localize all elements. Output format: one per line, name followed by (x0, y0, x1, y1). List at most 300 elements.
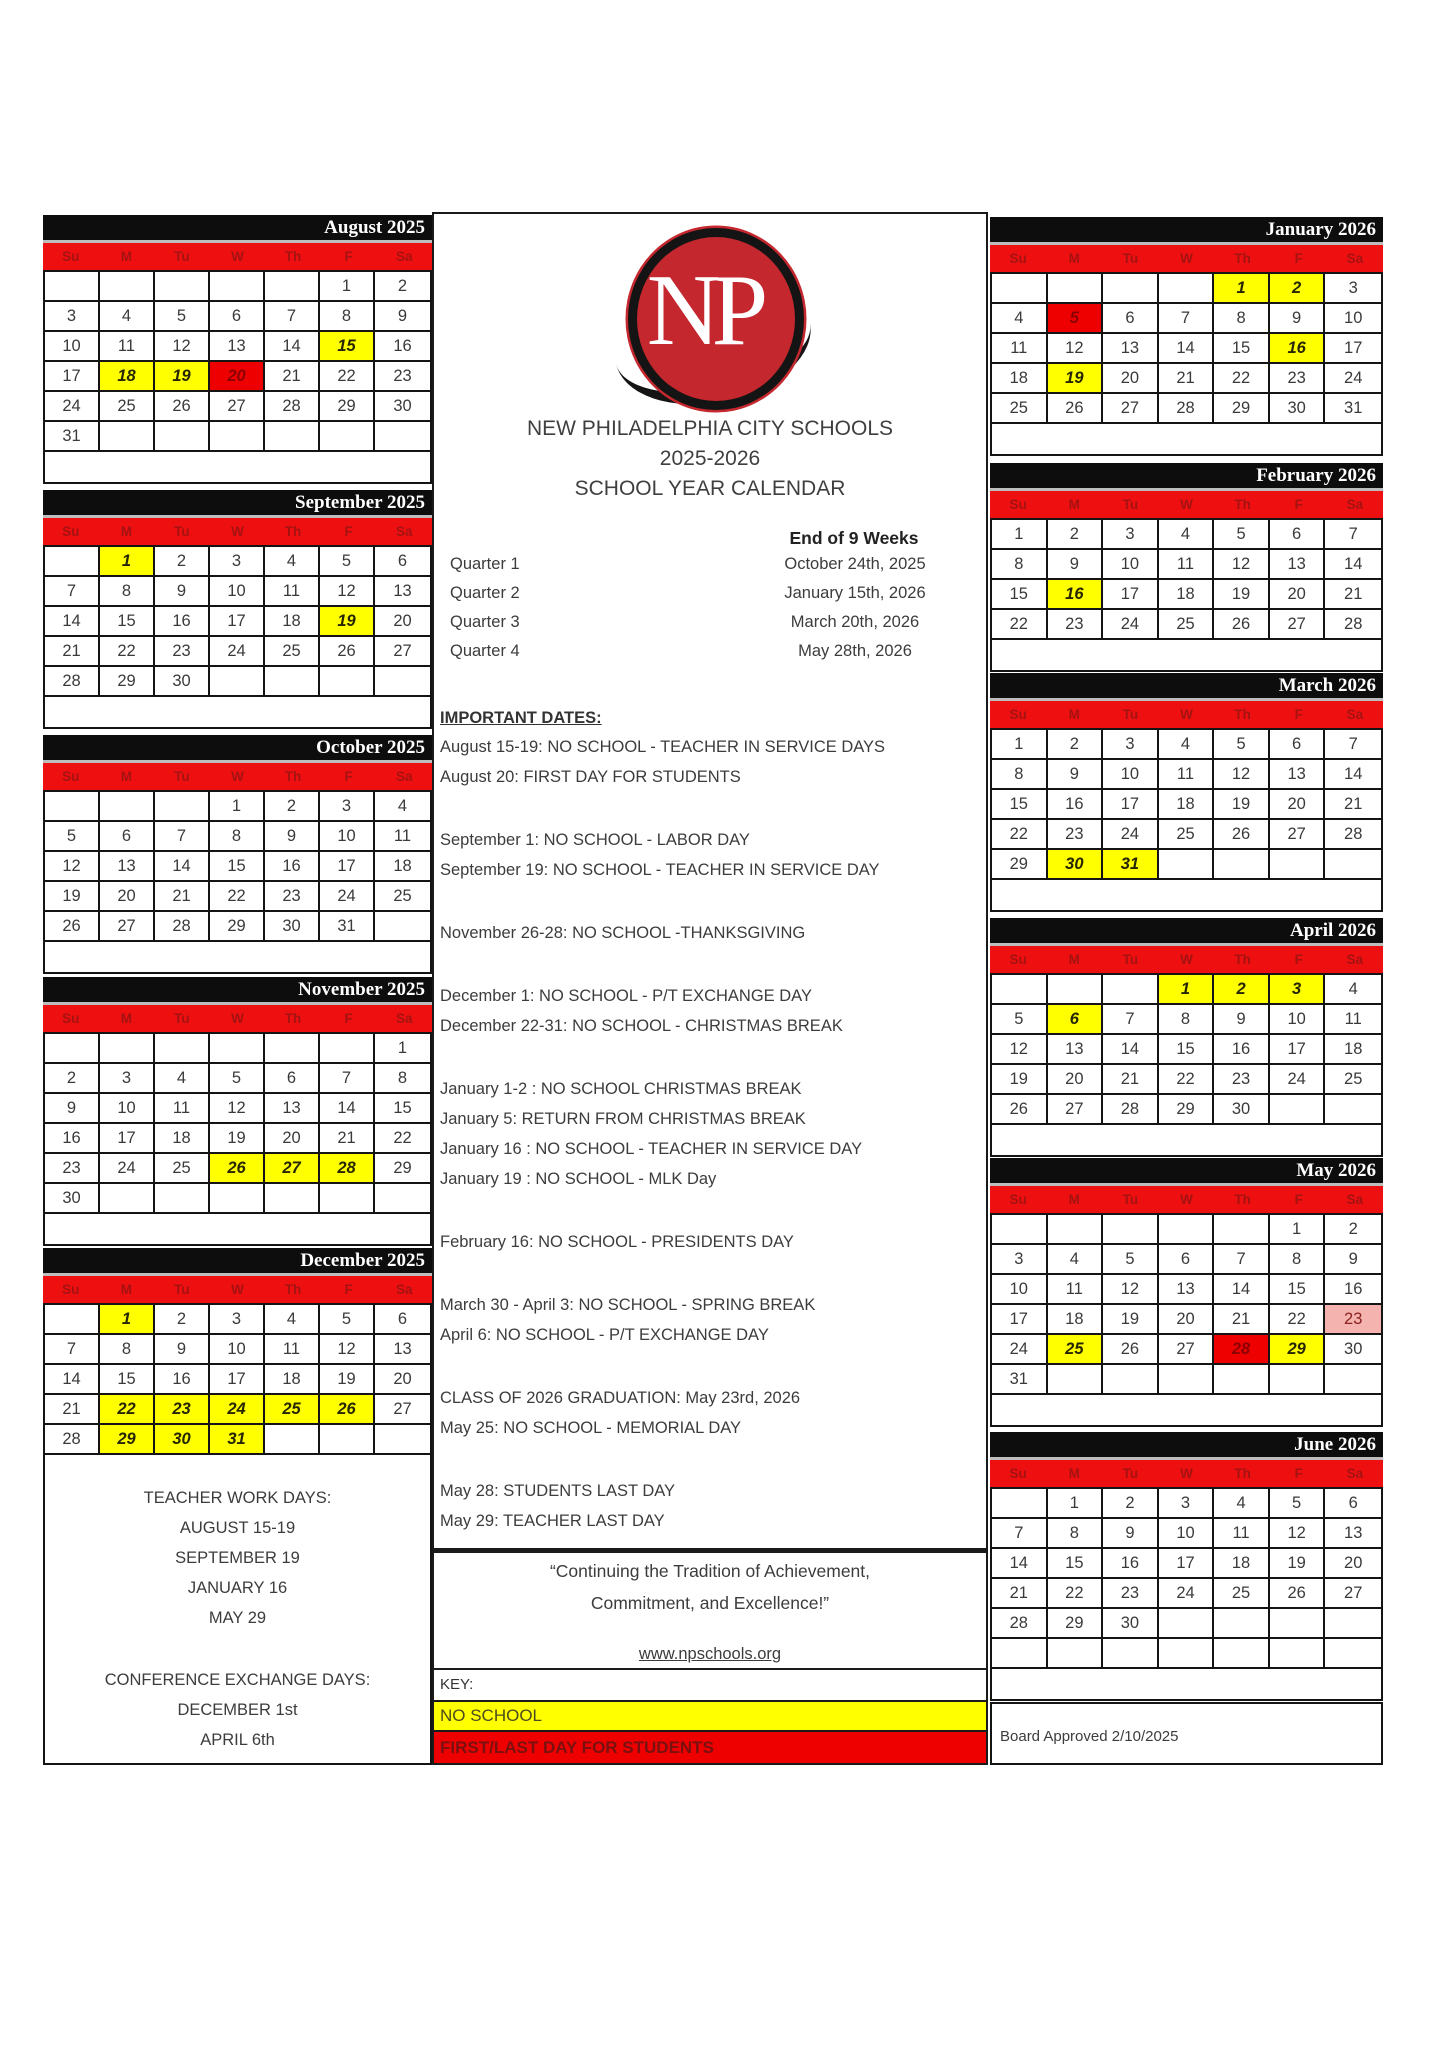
weekday-label: M (120, 249, 132, 264)
day-cell: 10 (45, 332, 100, 362)
day-cell: 11 (1159, 550, 1215, 580)
day-cell: 28 (320, 1154, 375, 1184)
weekday-label: W (231, 769, 244, 784)
day-cell: 25 (265, 1395, 320, 1425)
day-cell: 19 (1270, 1549, 1326, 1579)
day-cell: 19 (45, 882, 100, 912)
important-date-line: August 20: FIRST DAY FOR STUDENTS (440, 768, 741, 786)
weekday-label: M (1068, 707, 1080, 722)
empty-cell (45, 792, 100, 822)
day-cell: 22 (210, 882, 265, 912)
weekday-label: Sa (395, 1282, 413, 1297)
weekday-label: F (344, 1282, 353, 1297)
day-cell: 7 (1159, 304, 1215, 334)
day-cell: 16 (375, 332, 430, 362)
day-cell: 6 (265, 1064, 320, 1094)
weekday-label: Su (62, 769, 80, 784)
day-cell: 7 (992, 1519, 1048, 1549)
weekday-label: Th (284, 524, 302, 539)
weekday-label: Tu (1122, 952, 1139, 967)
day-cell: 20 (375, 1365, 430, 1395)
empty-cell (100, 272, 155, 302)
empty-cell (1214, 1609, 1270, 1639)
empty-cell (1048, 1639, 1104, 1669)
weekday-label: Th (1234, 707, 1251, 722)
empty-cell (100, 1184, 155, 1214)
day-cell: 13 (100, 852, 155, 882)
day-cell: 7 (265, 302, 320, 332)
day-cell: 24 (210, 1395, 265, 1425)
empty-cell (1214, 1215, 1270, 1245)
month-spacer (990, 640, 1383, 672)
day-cell: 9 (1048, 550, 1104, 580)
day-cell: 30 (1325, 1335, 1381, 1365)
empty-cell (210, 1184, 265, 1214)
day-cell: 20 (1159, 1305, 1215, 1335)
day-cell: 2 (1048, 730, 1104, 760)
school-years: 2025-2026 (659, 447, 761, 470)
day-cell: 26 (1270, 1579, 1326, 1609)
day-cell: 16 (1048, 790, 1104, 820)
empty-cell (1270, 850, 1326, 880)
important-date-line: CLASS OF 2026 GRADUATION: May 23rd, 2026 (440, 1389, 801, 1407)
day-cell: 9 (1325, 1245, 1381, 1275)
day-cell: 13 (1270, 550, 1326, 580)
weekday-label: M (1068, 497, 1080, 512)
day-cell: 16 (45, 1124, 100, 1154)
day-cell: 8 (210, 822, 265, 852)
weekday-label: Th (1234, 1466, 1251, 1481)
day-cell: 2 (265, 792, 320, 822)
day-cell: 19 (210, 1124, 265, 1154)
day-cell: 17 (45, 362, 100, 392)
important-dates-section (434, 704, 986, 1536)
day-cell: 13 (1325, 1519, 1381, 1549)
day-cell: 26 (992, 1095, 1048, 1125)
day-cell: 20 (1325, 1549, 1381, 1579)
day-cell: 16 (1214, 1035, 1270, 1065)
day-cell: 18 (1048, 1305, 1104, 1335)
day-cell: 21 (992, 1579, 1048, 1609)
day-cell: 1 (1270, 1215, 1326, 1245)
month-title: February 2026 (990, 463, 1383, 488)
empty-cell (100, 1034, 155, 1064)
weekday-label: Sa (1346, 952, 1364, 967)
day-cell: 7 (1325, 520, 1381, 550)
day-cell: 24 (1270, 1065, 1326, 1095)
day-cell: 19 (320, 607, 375, 637)
day-cell: 10 (1103, 760, 1159, 790)
weekday-label: W (1180, 707, 1193, 722)
weekday-header-row (43, 240, 432, 272)
empty-cell (992, 1489, 1048, 1519)
month-april-2026 (990, 918, 1383, 1157)
important-date-line: May 29: TEACHER LAST DAY (440, 1512, 665, 1530)
day-cell: 28 (1159, 394, 1215, 424)
day-cell: 10 (1325, 304, 1381, 334)
day-cell: 23 (375, 362, 430, 392)
month-spacer (990, 880, 1383, 912)
day-cell: 15 (375, 1094, 430, 1124)
day-cell: 19 (992, 1065, 1048, 1095)
weekday-label: Sa (1346, 251, 1364, 266)
weekday-label: Su (1009, 952, 1027, 967)
day-cell: 1 (992, 520, 1048, 550)
day-cell: 3 (1159, 1489, 1215, 1519)
day-cell: 15 (992, 790, 1048, 820)
weekday-label: Tu (1122, 497, 1139, 512)
teacher-work-days-box (43, 1455, 432, 1765)
empty-cell (210, 667, 265, 697)
day-cell: 31 (320, 912, 375, 942)
day-cell: 30 (45, 1184, 100, 1214)
empty-cell (1270, 1609, 1326, 1639)
teacher-work-days-list (45, 1513, 430, 1633)
day-cell: 29 (320, 392, 375, 422)
month-title: June 2026 (990, 1432, 1383, 1457)
day-cell: 22 (1214, 364, 1270, 394)
weekday-label: Th (1234, 497, 1251, 512)
empty-cell (265, 1425, 320, 1455)
day-cell: 24 (1159, 1579, 1215, 1609)
day-cell: 22 (100, 1395, 155, 1425)
important-date-line: March 30 - April 3: NO SCHOOL - SPRING BREAK (440, 1296, 816, 1314)
day-cell: 13 (1048, 1035, 1104, 1065)
empty-cell (1159, 1365, 1215, 1395)
month-grid (990, 274, 1383, 424)
day-cell: 20 (1103, 364, 1159, 394)
day-cell: 8 (992, 760, 1048, 790)
empty-cell (45, 272, 100, 302)
empty-cell (155, 1034, 210, 1064)
day-cell: 31 (1325, 394, 1381, 424)
important-date-line: January 16 : NO SCHOOL - TEACHER IN SERVICE DAY (440, 1140, 863, 1158)
month-grid (990, 730, 1383, 880)
day-cell: 23 (1214, 1065, 1270, 1095)
spacer (440, 1041, 986, 1074)
weekday-header-row (990, 943, 1383, 975)
day-cell: 17 (1103, 790, 1159, 820)
day-cell: 29 (210, 912, 265, 942)
empty-cell (992, 274, 1048, 304)
empty-cell (100, 792, 155, 822)
logo-monogram: NP (646, 254, 760, 367)
spacer (440, 1350, 986, 1383)
day-cell: 18 (1214, 1549, 1270, 1579)
day-cell: 2 (155, 547, 210, 577)
day-cell: 3 (100, 1064, 155, 1094)
weekday-label: Th (284, 1282, 302, 1297)
spacer (440, 885, 986, 918)
day-cell: 23 (155, 1395, 210, 1425)
day-cell: 8 (1048, 1519, 1104, 1549)
weekday-label: F (344, 524, 353, 539)
empty-cell (45, 547, 100, 577)
day-cell: 2 (1325, 1215, 1381, 1245)
empty-cell (375, 1184, 430, 1214)
weekday-label: Sa (1346, 1466, 1364, 1481)
day-cell: 25 (265, 637, 320, 667)
weekday-label: Sa (1346, 497, 1364, 512)
day-cell: 22 (375, 1124, 430, 1154)
empty-cell (1159, 274, 1215, 304)
day-cell: 12 (155, 332, 210, 362)
day-cell: 14 (320, 1094, 375, 1124)
day-cell: 31 (1103, 850, 1159, 880)
day-cell: 4 (1048, 1245, 1104, 1275)
day-cell: 1 (375, 1034, 430, 1064)
day-cell: 7 (1214, 1245, 1270, 1275)
empty-cell (992, 1215, 1048, 1245)
important-date-line: April 6: NO SCHOOL - P/T EXCHANGE DAY (440, 1326, 769, 1344)
spacer (440, 1257, 986, 1290)
weekday-label: Sa (1346, 707, 1364, 722)
empty-cell (320, 1425, 375, 1455)
key-title: KEY: (432, 1670, 988, 1702)
day-cell: 3 (1270, 975, 1326, 1005)
day-cell: 10 (1159, 1519, 1215, 1549)
day-cell: 9 (1214, 1005, 1270, 1035)
weekday-label: Su (62, 524, 80, 539)
conference-exchange-day: DECEMBER 1st (177, 1701, 298, 1719)
month-spacer (990, 1125, 1383, 1157)
month-title: September 2025 (43, 490, 432, 515)
empty-cell (1325, 1365, 1381, 1395)
day-cell: 15 (100, 1365, 155, 1395)
day-cell: 11 (375, 822, 430, 852)
teacher-work-day: SEPTEMBER 19 (175, 1549, 300, 1567)
day-cell: 19 (320, 1365, 375, 1395)
day-cell: 4 (100, 302, 155, 332)
empty-cell (320, 1184, 375, 1214)
quarters-table (434, 550, 986, 666)
day-cell: 17 (210, 1365, 265, 1395)
day-cell: 15 (1270, 1275, 1326, 1305)
quarter-end-date: March 20th, 2026 (790, 613, 920, 631)
empty-cell (1048, 1215, 1104, 1245)
weekday-header-row (990, 1457, 1383, 1489)
day-cell: 14 (1103, 1035, 1159, 1065)
day-cell: 27 (1270, 820, 1326, 850)
day-cell: 18 (1325, 1035, 1381, 1065)
day-cell: 5 (155, 302, 210, 332)
empty-cell (1270, 1095, 1326, 1125)
day-cell: 18 (100, 362, 155, 392)
day-cell: 13 (1103, 334, 1159, 364)
important-date-line: January 19 : NO SCHOOL - MLK Day (440, 1170, 717, 1188)
day-cell: 16 (1270, 334, 1326, 364)
day-cell: 4 (1214, 1489, 1270, 1519)
weekday-label: Sa (395, 769, 413, 784)
day-cell: 26 (1103, 1335, 1159, 1365)
day-cell: 14 (1325, 550, 1381, 580)
weekday-label: Sa (395, 524, 413, 539)
day-cell: 12 (1103, 1275, 1159, 1305)
day-cell: 24 (320, 882, 375, 912)
empty-cell (1270, 1639, 1326, 1669)
month-october-2025 (43, 735, 432, 974)
weekday-label: W (231, 1282, 244, 1297)
left-calendar-column (43, 210, 432, 1770)
weekday-label: W (1180, 1192, 1193, 1207)
weekday-label: Su (1009, 1466, 1027, 1481)
day-cell: 23 (1325, 1305, 1381, 1335)
day-cell: 17 (320, 852, 375, 882)
day-cell: 13 (1270, 760, 1326, 790)
conference-exchange-list (45, 1695, 430, 1755)
day-cell: 12 (1214, 550, 1270, 580)
empty-cell (1325, 1639, 1381, 1669)
day-cell: 25 (1325, 1065, 1381, 1095)
weekday-label: F (344, 249, 353, 264)
day-cell: 16 (155, 1365, 210, 1395)
day-cell: 29 (992, 850, 1048, 880)
month-title: March 2026 (990, 673, 1383, 698)
weekday-header-row (43, 1002, 432, 1034)
empty-cell (1103, 1639, 1159, 1669)
day-cell: 2 (1103, 1489, 1159, 1519)
day-cell: 13 (375, 577, 430, 607)
quarter-row (434, 550, 986, 579)
day-cell: 15 (100, 607, 155, 637)
day-cell: 4 (992, 304, 1048, 334)
day-cell: 9 (1270, 304, 1326, 334)
spacer (440, 1443, 986, 1476)
quarter-end-date: January 15th, 2026 (784, 584, 926, 602)
empty-cell (155, 272, 210, 302)
board-approved-box (990, 1702, 1383, 1765)
empty-cell (1159, 1639, 1215, 1669)
day-cell: 25 (155, 1154, 210, 1184)
weekday-label: M (1068, 1192, 1080, 1207)
weekday-header-row (43, 1273, 432, 1305)
day-cell: 1 (320, 272, 375, 302)
day-cell: 16 (155, 607, 210, 637)
day-cell: 17 (1325, 334, 1381, 364)
day-cell: 24 (1325, 364, 1381, 394)
board-approved-text: Board Approved 2/10/2025 (1000, 1728, 1179, 1745)
day-cell: 21 (265, 362, 320, 392)
weekday-label: Su (62, 1011, 80, 1026)
school-name: NEW PHILADELPHIA CITY SCHOOLS (526, 417, 894, 440)
day-cell: 6 (100, 822, 155, 852)
day-cell: 27 (265, 1154, 320, 1184)
day-cell: 17 (1270, 1035, 1326, 1065)
empty-cell (1159, 850, 1215, 880)
teacher-work-day: AUGUST 15-19 (179, 1519, 296, 1537)
day-cell: 31 (210, 1425, 265, 1455)
day-cell: 1 (992, 730, 1048, 760)
day-cell: 27 (1270, 610, 1326, 640)
empty-cell (992, 1639, 1048, 1669)
day-cell: 20 (100, 882, 155, 912)
weekday-label: Th (284, 249, 302, 264)
day-cell: 8 (1159, 1005, 1215, 1035)
np-school-logo-icon (622, 228, 798, 406)
month-spacer (43, 942, 432, 974)
website-link[interactable]: www.npschools.org (638, 1645, 782, 1663)
day-cell: 26 (1048, 394, 1104, 424)
day-cell: 29 (1270, 1335, 1326, 1365)
day-cell: 16 (265, 852, 320, 882)
day-cell: 15 (1159, 1035, 1215, 1065)
important-date-line: September 19: NO SCHOOL - TEACHER IN SERVICE DAY (440, 861, 880, 879)
weekday-label: W (231, 1011, 244, 1026)
day-cell: 4 (1159, 730, 1215, 760)
empty-cell (155, 1184, 210, 1214)
month-grid (990, 1489, 1383, 1669)
weekday-label: Th (284, 1011, 302, 1026)
weekday-label: M (1068, 1466, 1080, 1481)
day-cell: 20 (375, 607, 430, 637)
day-cell: 6 (1325, 1489, 1381, 1519)
weekday-label: M (120, 1011, 132, 1026)
quarter-label: Quarter 2 (450, 584, 520, 602)
important-date-line: January 1-2 : NO SCHOOL CHRISTMAS BREAK (440, 1080, 802, 1098)
day-cell: 11 (1159, 760, 1215, 790)
empty-cell (265, 422, 320, 452)
day-cell: 27 (1159, 1335, 1215, 1365)
weekday-header-row (990, 698, 1383, 730)
empty-cell (992, 975, 1048, 1005)
weekday-label: Tu (1122, 1192, 1139, 1207)
day-cell: 10 (992, 1275, 1048, 1305)
day-cell: 12 (1270, 1519, 1326, 1549)
empty-cell (1214, 1365, 1270, 1395)
quarter-label: Quarter 3 (450, 613, 520, 631)
weekday-label: W (231, 524, 244, 539)
day-cell: 14 (45, 607, 100, 637)
day-cell: 5 (1103, 1245, 1159, 1275)
month-spacer (43, 697, 432, 729)
day-cell: 25 (100, 392, 155, 422)
day-cell: 24 (1103, 610, 1159, 640)
weekday-label: Tu (1122, 1466, 1139, 1481)
empty-cell (1214, 850, 1270, 880)
empty-cell (155, 792, 210, 822)
quarter-end-date: October 24th, 2025 (784, 555, 926, 573)
day-cell: 28 (1214, 1335, 1270, 1365)
day-cell: 23 (1048, 820, 1104, 850)
day-cell: 15 (1048, 1549, 1104, 1579)
day-cell: 17 (210, 607, 265, 637)
day-cell: 21 (1325, 580, 1381, 610)
day-cell: 20 (1270, 580, 1326, 610)
weekday-label: Tu (174, 1282, 190, 1297)
day-cell: 14 (155, 852, 210, 882)
empty-cell (265, 272, 320, 302)
empty-cell (210, 272, 265, 302)
day-cell: 8 (992, 550, 1048, 580)
weekday-label: Sa (395, 249, 413, 264)
day-cell: 25 (1159, 610, 1215, 640)
quarter-label: Quarter 1 (450, 555, 520, 573)
day-cell: 14 (1214, 1275, 1270, 1305)
day-cell: 4 (265, 1305, 320, 1335)
day-cell: 21 (1325, 790, 1381, 820)
day-cell: 8 (320, 302, 375, 332)
weekday-label: Tu (174, 524, 190, 539)
month-grid (43, 547, 432, 697)
day-cell: 28 (45, 1425, 100, 1455)
document-title: SCHOOL YEAR CALENDAR (574, 477, 846, 500)
month-june-2026 (990, 1432, 1383, 1701)
month-title: October 2025 (43, 735, 432, 760)
day-cell: 23 (265, 882, 320, 912)
day-cell: 5 (1270, 1489, 1326, 1519)
day-cell: 1 (100, 1305, 155, 1335)
key-first-last-day: FIRST/LAST DAY FOR STUDENTS (432, 1732, 988, 1765)
